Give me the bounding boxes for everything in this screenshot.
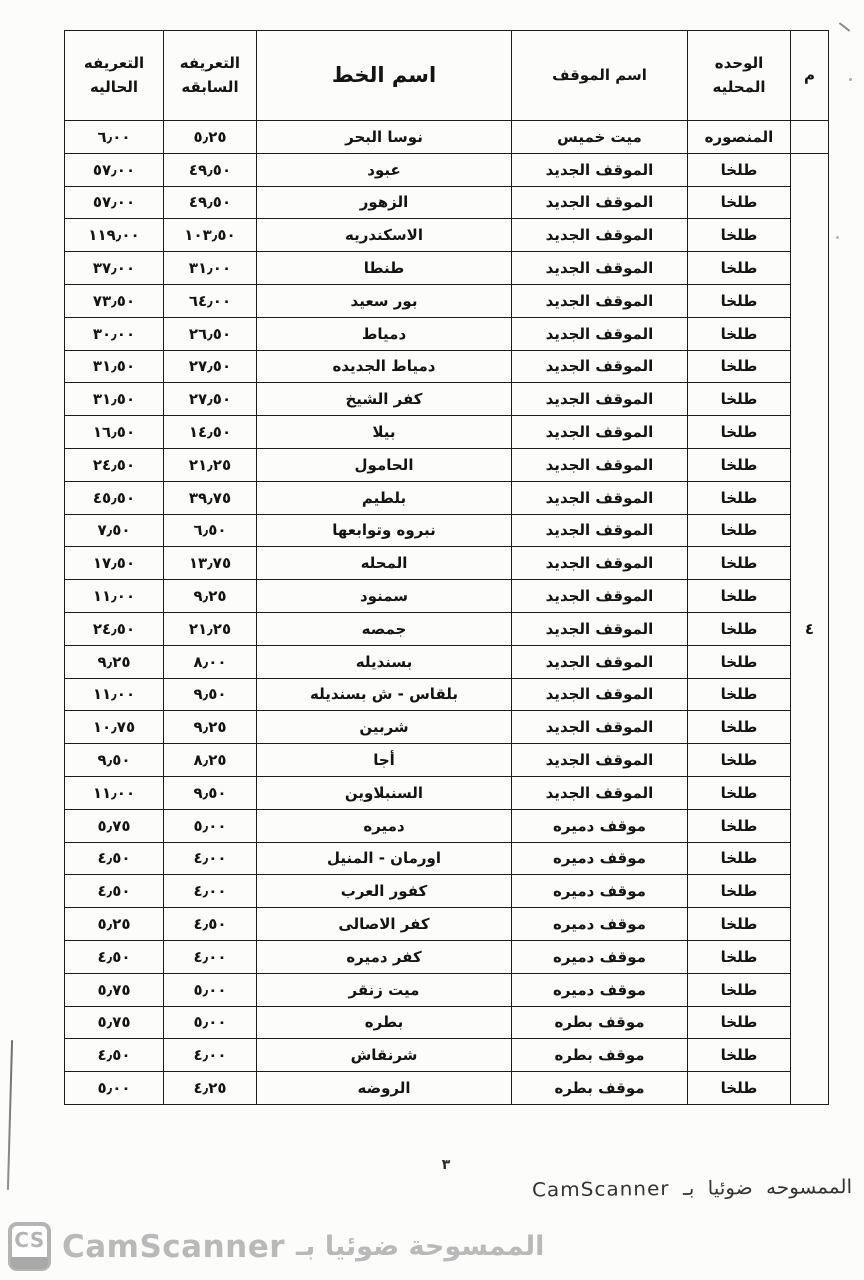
- line-name-cell: بسنديله: [257, 645, 512, 678]
- local-unit-cell: طلخا: [688, 580, 791, 613]
- fare-table-body: [65, 121, 829, 1105]
- stop-name-cell: الموقف الجديد: [512, 252, 688, 285]
- table-row: [65, 383, 829, 416]
- table-row: [65, 153, 829, 186]
- local-unit-cell: طلخا: [688, 973, 791, 1006]
- local-unit-cell: طلخا: [688, 1072, 791, 1105]
- previous-tariff-cell: ٢٧٫٥٠: [164, 383, 257, 416]
- previous-tariff-cell: ٤٫٢٥: [164, 1072, 257, 1105]
- stop-name-cell: الموقف الجديد: [512, 612, 688, 645]
- line-name-cell: الاسكندريه: [257, 219, 512, 252]
- table-row: [65, 350, 829, 383]
- previous-tariff-cell: ٩٫٢٥: [164, 711, 257, 744]
- local-unit-cell: طلخا: [688, 284, 791, 317]
- stop-name-cell: الموقف الجديد: [512, 481, 688, 514]
- current-tariff-cell: ٥٫٧٥: [65, 809, 164, 842]
- table-row: [65, 973, 829, 1006]
- stop-name-cell: الموقف الجديد: [512, 744, 688, 777]
- current-tariff-cell: ٥٫٠٠: [65, 1072, 164, 1105]
- line-name-cell: السنبلاوين: [257, 776, 512, 809]
- table-row: [65, 186, 829, 219]
- current-tariff-cell: ٥٫٧٥: [65, 1006, 164, 1039]
- current-tariff-cell: ١٠٫٧٥: [65, 711, 164, 744]
- stop-name-cell: الموقف الجديد: [512, 153, 688, 186]
- previous-tariff-cell: ٤٩٫٥٠: [164, 186, 257, 219]
- line-name-cell: كفر الاصالى: [257, 908, 512, 941]
- line-name-cell: كفر دميره: [257, 940, 512, 973]
- stop-name-cell: الموقف الجديد: [512, 547, 688, 580]
- stop-name-cell: موقف دميره: [512, 875, 688, 908]
- table-row: [65, 842, 829, 875]
- current-tariff-cell: ٩٫٥٠: [65, 744, 164, 777]
- line-name-cell: عبود: [257, 153, 512, 186]
- stop-name-cell: الموقف الجديد: [512, 186, 688, 219]
- scan-artifact-speck: [836, 236, 839, 239]
- line-name-cell: بلقاس - ش بسنديله: [257, 678, 512, 711]
- table-row: [65, 481, 829, 514]
- table-row: [65, 711, 829, 744]
- line-name-cell: كفور العرب: [257, 875, 512, 908]
- col-header-local-unit: الوحده المحليه: [688, 31, 791, 121]
- serial-cell: [791, 121, 829, 154]
- stop-name-cell: الموقف الجديد: [512, 645, 688, 678]
- table-row: [65, 744, 829, 777]
- current-tariff-cell: ١٦٫٥٠: [65, 416, 164, 449]
- local-unit-cell: طلخا: [688, 1006, 791, 1039]
- local-unit-cell: طلخا: [688, 350, 791, 383]
- previous-tariff-cell: ٩٫٥٠: [164, 678, 257, 711]
- current-tariff-cell: ٥٫٢٥: [65, 908, 164, 941]
- table-row: [65, 875, 829, 908]
- line-name-cell: نبروه وتوابعها: [257, 514, 512, 547]
- local-unit-cell: طلخا: [688, 383, 791, 416]
- line-name-cell: شرنقاش: [257, 1039, 512, 1072]
- previous-tariff-cell: ٥٫٠٠: [164, 1006, 257, 1039]
- local-unit-cell: طلخا: [688, 908, 791, 941]
- local-unit-cell: طلخا: [688, 842, 791, 875]
- previous-tariff-cell: ٢١٫٢٥: [164, 448, 257, 481]
- stop-name-cell: موقف دميره: [512, 809, 688, 842]
- previous-tariff-cell: ٩٫٥٠: [164, 776, 257, 809]
- local-unit-cell: طلخا: [688, 776, 791, 809]
- local-unit-cell: طلخا: [688, 645, 791, 678]
- previous-tariff-cell: ٨٫٠٠: [164, 645, 257, 678]
- previous-tariff-cell: ٨٫٢٥: [164, 744, 257, 777]
- previous-tariff-cell: ٦٤٫٠٠: [164, 284, 257, 317]
- camscanner-logo-icon: [8, 1222, 51, 1271]
- scan-artifact-line: [7, 1040, 13, 1190]
- col-header-serial: م: [791, 31, 829, 121]
- header-row: [65, 31, 829, 121]
- previous-tariff-cell: ٤٫٠٠: [164, 940, 257, 973]
- local-unit-cell: طلخا: [688, 481, 791, 514]
- line-name-cell: اورمان - المنيل: [257, 842, 512, 875]
- local-unit-cell: طلخا: [688, 514, 791, 547]
- table-row: [65, 1039, 829, 1072]
- current-tariff-cell: ٥٧٫٠٠: [65, 153, 164, 186]
- table-row: [65, 678, 829, 711]
- stop-name-cell: الموقف الجديد: [512, 284, 688, 317]
- local-unit-cell: طلخا: [688, 317, 791, 350]
- current-tariff-cell: ١١٫٠٠: [65, 678, 164, 711]
- scan-artifact-dash: [839, 22, 850, 32]
- scan-artifact-speck: [849, 78, 852, 81]
- previous-tariff-cell: ١٠٣٫٥٠: [164, 219, 257, 252]
- local-unit-cell: طلخا: [688, 448, 791, 481]
- previous-tariff-cell: ٥٫٠٠: [164, 809, 257, 842]
- table-row: [65, 448, 829, 481]
- stop-name-cell: الموقف الجديد: [512, 776, 688, 809]
- previous-tariff-cell: ٢١٫٢٥: [164, 612, 257, 645]
- previous-tariff-cell: ٥٫٠٠: [164, 973, 257, 1006]
- col-header-current-tariff: التعريفه الحاليه: [65, 31, 164, 121]
- current-tariff-cell: ٥٧٫٠٠: [65, 186, 164, 219]
- stop-name-cell: الموقف الجديد: [512, 678, 688, 711]
- table-row: [65, 612, 829, 645]
- local-unit-cell: طلخا: [688, 809, 791, 842]
- table-row: [65, 219, 829, 252]
- line-name-cell: الحامول: [257, 448, 512, 481]
- table-row: [65, 1072, 829, 1105]
- previous-tariff-cell: ٢٦٫٥٠: [164, 317, 257, 350]
- local-unit-cell: المنصوره: [688, 121, 791, 154]
- current-tariff-cell: ١١٫٠٠: [65, 580, 164, 613]
- current-tariff-cell: ٧٫٥٠: [65, 514, 164, 547]
- current-tariff-cell: ١١٩٫٠٠: [65, 219, 164, 252]
- line-name-cell: بلطيم: [257, 481, 512, 514]
- previous-tariff-cell: ٤٫٥٠: [164, 908, 257, 941]
- current-tariff-cell: ٣١٫٥٠: [65, 350, 164, 383]
- table-row: [65, 284, 829, 317]
- table-row: [65, 1006, 829, 1039]
- local-unit-cell: طلخا: [688, 252, 791, 285]
- line-name-cell: طنطا: [257, 252, 512, 285]
- stop-name-cell: موقف بطره: [512, 1039, 688, 1072]
- local-unit-cell: طلخا: [688, 1039, 791, 1072]
- line-name-cell: دمياط: [257, 317, 512, 350]
- serial-cell: ٤: [791, 153, 829, 1104]
- previous-tariff-cell: ٤٩٫٥٠: [164, 153, 257, 186]
- table-row: [65, 252, 829, 285]
- stop-name-cell: موقف بطره: [512, 1072, 688, 1105]
- table-row: [65, 317, 829, 350]
- line-name-cell: دمياط الجديده: [257, 350, 512, 383]
- current-tariff-cell: ٤٫٥٠: [65, 875, 164, 908]
- current-tariff-cell: ٢٤٫٥٠: [65, 612, 164, 645]
- page-number: ٣: [441, 1157, 451, 1173]
- col-header-stop-name: اسم الموقف: [512, 31, 688, 121]
- table-row: [65, 940, 829, 973]
- stop-name-cell: موقف بطره: [512, 1006, 688, 1039]
- previous-tariff-cell: ٤٫٠٠: [164, 1039, 257, 1072]
- previous-tariff-cell: ٦٫٥٠: [164, 514, 257, 547]
- stop-name-cell: موقف دميره: [512, 842, 688, 875]
- previous-tariff-cell: ٤٫٠٠: [164, 875, 257, 908]
- camscanner-arabic-label: الممسوحة ضوئيا بـ: [296, 1231, 545, 1262]
- stop-name-cell: الموقف الجديد: [512, 383, 688, 416]
- line-name-cell: نوسا البحر: [257, 121, 512, 154]
- stop-name-cell: الموقف الجديد: [512, 580, 688, 613]
- line-name-cell: سمنود: [257, 580, 512, 613]
- camscanner-logo-bar: [11, 1257, 48, 1269]
- stop-name-cell: موقف دميره: [512, 940, 688, 973]
- local-unit-cell: طلخا: [688, 940, 791, 973]
- stop-name-cell: موقف دميره: [512, 908, 688, 941]
- stop-name-cell: الموقف الجديد: [512, 317, 688, 350]
- handwritten-scan-note: الممسوحه ضوئيا بـ CamScanner: [531, 1174, 853, 1202]
- camscanner-watermark: [8, 1222, 544, 1271]
- local-unit-cell: طلخا: [688, 153, 791, 186]
- stop-name-cell: موقف دميره: [512, 973, 688, 1006]
- camscanner-brand-text: CamScanner: [62, 1228, 286, 1265]
- stop-name-cell: الموقف الجديد: [512, 350, 688, 383]
- table-row: [65, 514, 829, 547]
- table-row: [65, 908, 829, 941]
- local-unit-cell: طلخا: [688, 186, 791, 219]
- stop-name-cell: الموقف الجديد: [512, 219, 688, 252]
- line-name-cell: كفر الشيخ: [257, 383, 512, 416]
- local-unit-cell: طلخا: [688, 547, 791, 580]
- table-row: [65, 547, 829, 580]
- stop-name-cell: الموقف الجديد: [512, 711, 688, 744]
- previous-tariff-cell: ٩٫٢٥: [164, 580, 257, 613]
- stop-name-cell: ميت خميس: [512, 121, 688, 154]
- line-name-cell: الزهور: [257, 186, 512, 219]
- line-name-cell: بور سعيد: [257, 284, 512, 317]
- col-header-previous-tariff: التعريفه السابقه: [164, 31, 257, 121]
- previous-tariff-cell: ٢٧٫٥٠: [164, 350, 257, 383]
- local-unit-cell: طلخا: [688, 875, 791, 908]
- current-tariff-cell: ٤٫٥٠: [65, 1039, 164, 1072]
- line-name-cell: ميت زنقر: [257, 973, 512, 1006]
- previous-tariff-cell: ٣٩٫٧٥: [164, 481, 257, 514]
- col-header-line-name: اسم الخط: [257, 31, 512, 121]
- stop-name-cell: الموقف الجديد: [512, 448, 688, 481]
- line-name-cell: شربين: [257, 711, 512, 744]
- local-unit-cell: طلخا: [688, 744, 791, 777]
- current-tariff-cell: ٤٫٥٠: [65, 842, 164, 875]
- camscanner-logo-text: CS: [14, 1228, 45, 1252]
- previous-tariff-cell: ١٣٫٧٥: [164, 547, 257, 580]
- current-tariff-cell: ٤٫٥٠: [65, 940, 164, 973]
- local-unit-cell: طلخا: [688, 219, 791, 252]
- line-name-cell: الروضه: [257, 1072, 512, 1105]
- local-unit-cell: طلخا: [688, 678, 791, 711]
- line-name-cell: بيلا: [257, 416, 512, 449]
- line-name-cell: دميره: [257, 809, 512, 842]
- line-name-cell: جمصه: [257, 612, 512, 645]
- local-unit-cell: طلخا: [688, 416, 791, 449]
- current-tariff-cell: ٥٫٧٥: [65, 973, 164, 1006]
- stop-name-cell: الموقف الجديد: [512, 514, 688, 547]
- table-row: [65, 645, 829, 678]
- table-row: [65, 416, 829, 449]
- previous-tariff-cell: ٤٫٠٠: [164, 842, 257, 875]
- local-unit-cell: طلخا: [688, 612, 791, 645]
- fare-table-container: [64, 30, 829, 1105]
- current-tariff-cell: ٣٧٫٠٠: [65, 252, 164, 285]
- current-tariff-cell: ٤٥٫٥٠: [65, 481, 164, 514]
- current-tariff-cell: ١٧٫٥٠: [65, 547, 164, 580]
- previous-tariff-cell: ١٤٫٥٠: [164, 416, 257, 449]
- current-tariff-cell: ٣٠٫٠٠: [65, 317, 164, 350]
- table-row: [65, 809, 829, 842]
- current-tariff-cell: ١١٫٠٠: [65, 776, 164, 809]
- current-tariff-cell: ٧٣٫٥٠: [65, 284, 164, 317]
- line-name-cell: بطره: [257, 1006, 512, 1039]
- previous-tariff-cell: ٣١٫٠٠: [164, 252, 257, 285]
- table-row: [65, 580, 829, 613]
- stop-name-cell: الموقف الجديد: [512, 416, 688, 449]
- current-tariff-cell: ٦٫٠٠: [65, 121, 164, 154]
- fare-table: [64, 30, 829, 1105]
- current-tariff-cell: ٢٤٫٥٠: [65, 448, 164, 481]
- local-unit-cell: طلخا: [688, 711, 791, 744]
- previous-tariff-cell: ٥٫٢٥: [164, 121, 257, 154]
- line-name-cell: المحله: [257, 547, 512, 580]
- current-tariff-cell: ٩٫٢٥: [65, 645, 164, 678]
- current-tariff-cell: ٣١٫٥٠: [65, 383, 164, 416]
- table-row: [65, 776, 829, 809]
- line-name-cell: أجا: [257, 744, 512, 777]
- table-row: [65, 121, 829, 154]
